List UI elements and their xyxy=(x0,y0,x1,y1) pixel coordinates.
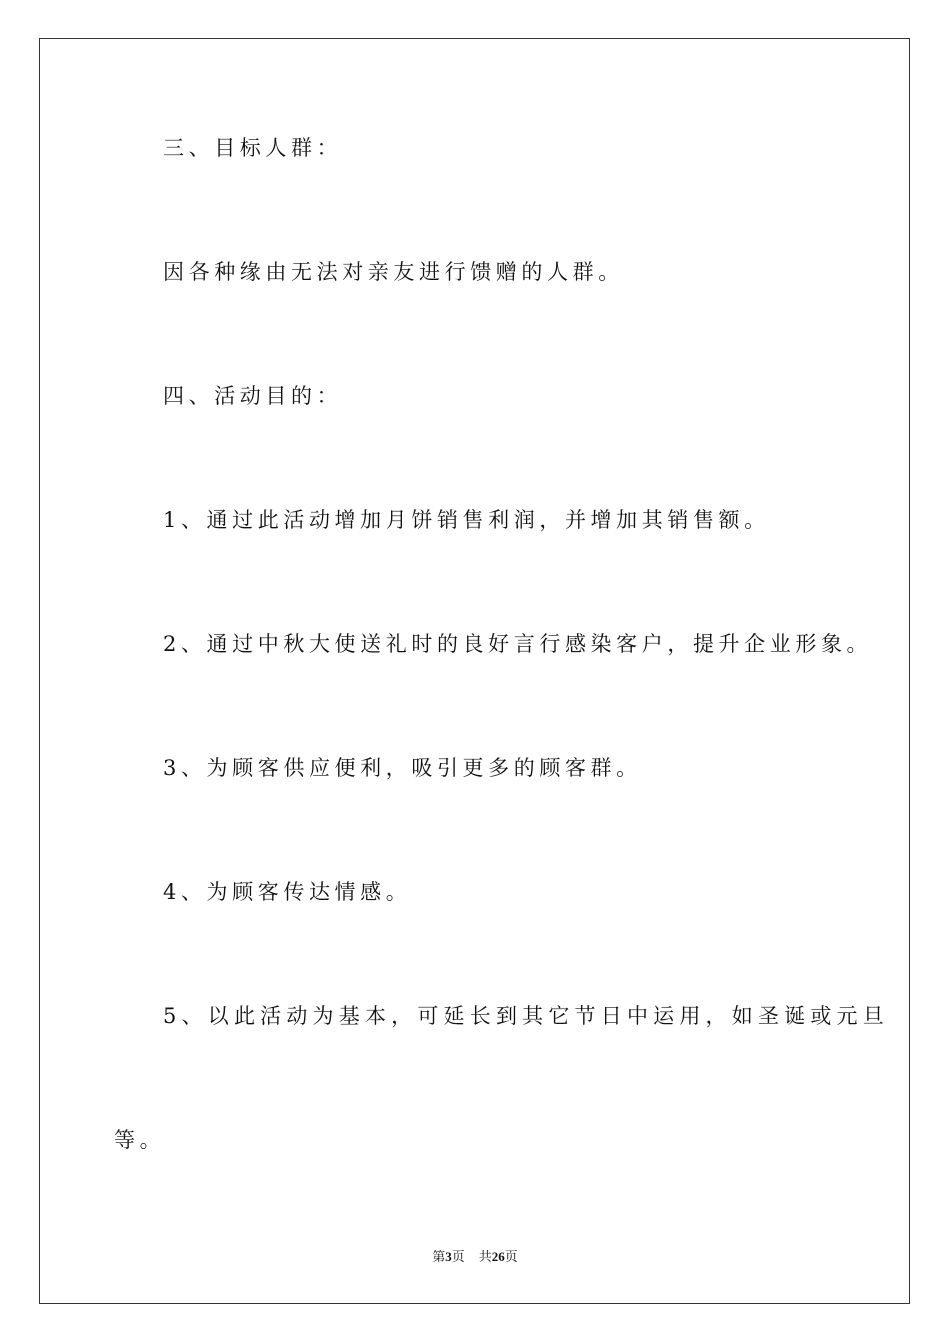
page-footer xyxy=(0,1248,950,1267)
paragraph-target-audience: 因各种缘由无法对亲友进行馈赠的人群。 xyxy=(163,260,624,284)
footer-total-pages: 26 xyxy=(491,1249,505,1264)
list-item-purpose-1: 1、通过此活动增加月饼销售利润，并增加其销售额。 xyxy=(163,508,770,532)
list-item-purpose-4: 4、为顾客传达情感。 xyxy=(163,880,412,904)
list-item-purpose-3: 3、为顾客供应便利，吸引更多的顾客群。 xyxy=(163,756,642,780)
footer-page-prefix: 第 xyxy=(432,1250,446,1265)
list-item-purpose-5-continuation: 等。 xyxy=(114,1128,166,1152)
page-border xyxy=(39,38,910,1304)
footer-total-prefix: 共 xyxy=(478,1250,492,1265)
footer-page-suffix: 页 xyxy=(451,1250,465,1265)
section-heading-target-audience: 三、目标人群： xyxy=(163,136,343,160)
section-heading-activity-purpose: 四、活动目的： xyxy=(163,384,343,408)
footer-total-suffix: 页 xyxy=(504,1250,518,1265)
list-item-purpose-2: 2、通过中秋大使送礼时的良好言行感染客户，提升企业形象。 xyxy=(163,632,873,656)
list-item-purpose-5: 5、以此活动为基本，可延长到其它节日中运用，如圣诞或元旦 xyxy=(163,1004,889,1028)
footer-page-number: 3 xyxy=(445,1249,452,1264)
